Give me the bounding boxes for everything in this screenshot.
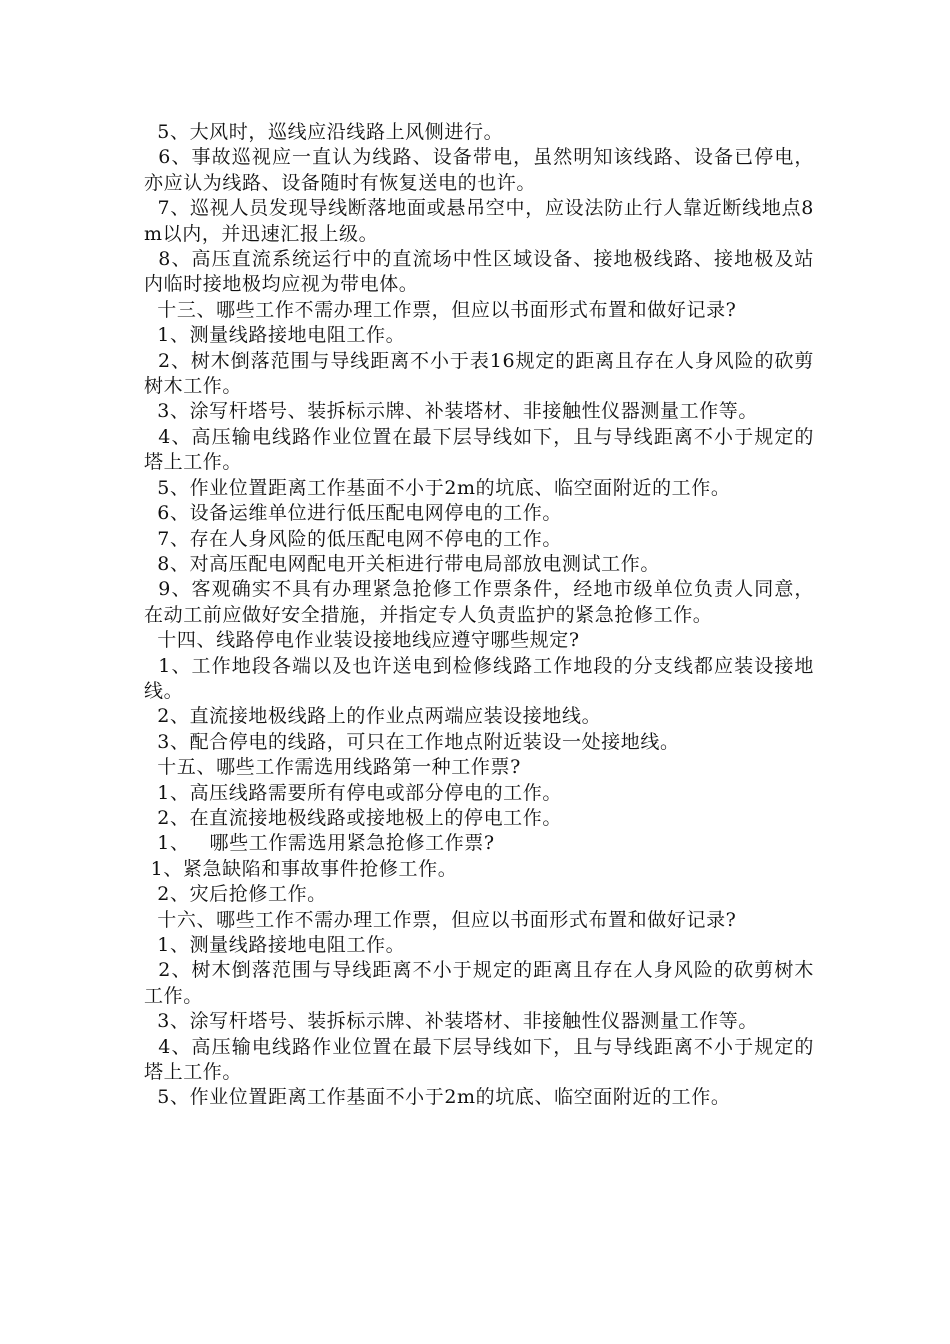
paragraph: 2、在直流接地极线路或接地极上的停电工作。 [144, 806, 562, 829]
paragraph: 6、事故巡视应一直认为线路、设备带电，虽然明知该线路、设备已停电，亦应认为线路、设备随时有恢复送电的也许。 [144, 146, 815, 194]
paragraph: 1、测量线路接地电阻工作。 [144, 324, 406, 347]
paragraph: 8、对高压配电网配电开关柜进行带电局部放电测试工作。 [144, 552, 660, 575]
paragraph: 1、工作地段各端以及也许送电到检修线路工作地段的分支线都应装设接地线。 [144, 654, 815, 702]
paragraph: 6、设备运维单位进行低压配电网停电的工作。 [144, 502, 562, 525]
paragraph: 3、涂写杆塔号、装拆标示牌、补装塔材、非接触性仪器测量工作等。 [144, 400, 758, 423]
paragraph: 5、大风时，巡线应沿线路上风侧进行。 [144, 121, 504, 143]
section-heading: 十三、哪些工作不需办理工作票，但应以书面形式布置和做好记录? [144, 298, 737, 321]
paragraph: 3、涂写杆塔号、装拆标示牌、补装塔材、非接触性仪器测量工作等。 [144, 1010, 758, 1033]
paragraph: 1、高压线路需要所有停电或部分停电的工作。 [144, 781, 562, 804]
paragraph: 2、灾后抢修工作。 [144, 883, 327, 906]
section-heading: 1、 哪些工作需选用紧急抢修工作票? [144, 832, 495, 855]
paragraph: 2、直流接地极线路上的作业点两端应装设接地线。 [144, 705, 602, 728]
section-heading: 十四、线路停电作业装设接地线应遵守哪些规定? [144, 629, 580, 652]
paragraph: 5、作业位置距离工作基面不小于2m的坑底、临空面附近的工作。 [144, 1086, 731, 1109]
paragraph: 2、树木倒落范围与导线距离不小于规定的距离且存在人身风险的砍剪树木工作。 [144, 959, 815, 1007]
paragraph: 7、巡视人员发现导线断落地面或悬吊空中，应设法防止行人靠近断线地点8m以内，并迅速汇报上级。 [144, 197, 814, 245]
paragraph: 4、高压输电线路作业位置在最下层导线如下，且与导线距离不小于规定的塔上工作。 [144, 1035, 815, 1084]
section-heading: 十五、哪些工作需选用线路第一种工作票? [144, 756, 521, 779]
paragraph: 9、客观确实不具有办理紧急抢修工作票条件，经地市级单位负责人同意，在动工前应做好安全措施，并指定专人负责监护的紧急抢修工作。 [144, 578, 815, 626]
paragraph: 2、树木倒落范围与导线距离不小于表16规定的距离且存在人身风险的砍剪树木工作。 [144, 349, 815, 398]
section-heading: 十六、哪些工作不需办理工作票，但应以书面形式布置和做好记录? [144, 908, 737, 931]
paragraph: 1、测量线路接地电阻工作。 [144, 934, 406, 956]
paragraph: 7、存在人身风险的低压配电网不停电的工作。 [144, 527, 562, 550]
paragraph: 5、作业位置距离工作基面不小于2m的坑底、临空面附近的工作。 [144, 476, 731, 499]
paragraph: 3、配合停电的线路，可只在工作地点附近装设一处接地线。 [144, 730, 680, 753]
paragraph: 1、紧急缺陷和事故事件抢修工作。 [144, 857, 458, 880]
document-body [144, 120, 814, 1111]
paragraph: 8、高压直流系统运行中的直流场中性区域设备、接地极线路、接地极及站内临时接地极均应视为带电体。 [144, 248, 815, 296]
paragraph: 4、高压输电线路作业位置在最下层导线如下，且与导线距离不小于规定的塔上工作。 [144, 425, 815, 474]
